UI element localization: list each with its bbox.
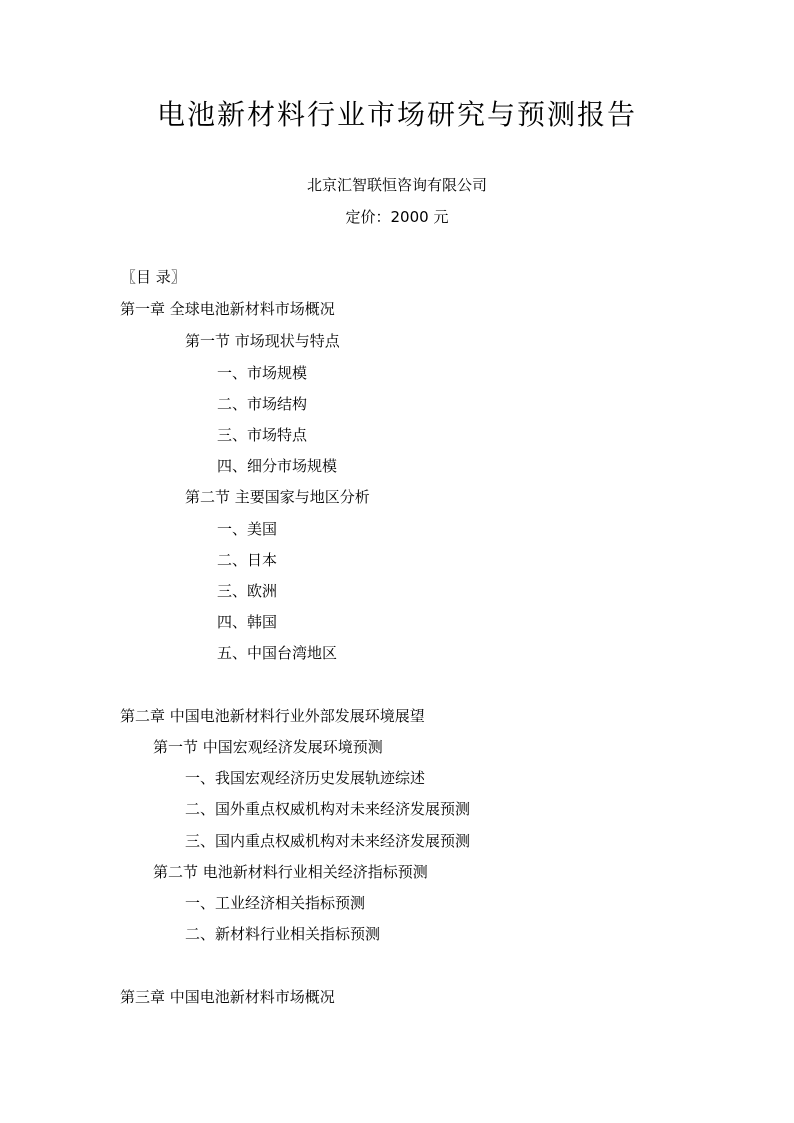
toc-ch1-s2-item-4: 四、韩国 <box>217 613 278 631</box>
toc-chapter-2: 第二章 中国电池新材料行业外部发展环境展望 <box>120 707 425 725</box>
toc-ch1-s2-item-1: 一、美国 <box>217 520 278 538</box>
toc-ch1-s1-item-3: 三、市场特点 <box>217 426 308 444</box>
toc-ch1-s2-item-2: 二、日本 <box>217 551 278 569</box>
toc-ch2-s2-item-2: 二、新材料行业相关指标预测 <box>185 925 381 943</box>
toc-ch1-s1-item-2: 二、市场结构 <box>217 395 308 413</box>
toc-ch2-s1-item-3: 三、国内重点权威机构对未来经济发展预测 <box>185 832 471 850</box>
toc-ch2-section-2: 第二节 电池新材料行业相关经济指标预测 <box>153 863 428 881</box>
toc-ch1-s1-item-1: 一、市场规模 <box>217 364 308 382</box>
toc-chapter-3: 第三章 中国电池新材料市场概况 <box>120 988 335 1006</box>
toc-heading: 〖目 录〗 <box>121 268 186 286</box>
toc-ch1-s2-item-5: 五、中国台湾地区 <box>217 644 338 662</box>
toc-ch1-section-1: 第一节 市场现状与特点 <box>185 332 340 350</box>
toc-ch2-section-1: 第一节 中国宏观经济发展环境预测 <box>153 738 383 756</box>
toc-ch2-s2-item-1: 一、工业经济相关指标预测 <box>185 894 366 912</box>
toc-ch1-s2-item-3: 三、欧洲 <box>217 582 278 600</box>
toc-ch1-section-2: 第二节 主要国家与地区分析 <box>185 488 370 506</box>
company-name: 北京汇智联恒咨询有限公司 <box>306 176 487 194</box>
toc-ch2-s1-item-1: 一、我国宏观经济历史发展轨迹综述 <box>185 769 426 787</box>
toc-ch1-s1-item-4: 四、细分市场规模 <box>217 457 338 475</box>
document-title: 电池新材料行业市场研究与预测报告 <box>156 98 637 131</box>
toc-ch2-s1-item-2: 二、国外重点权威机构对未来经济发展预测 <box>185 800 471 818</box>
toc-chapter-1: 第一章 全球电池新材料市场概况 <box>120 300 335 318</box>
price-label: 定价：2000 元 <box>345 208 449 226</box>
